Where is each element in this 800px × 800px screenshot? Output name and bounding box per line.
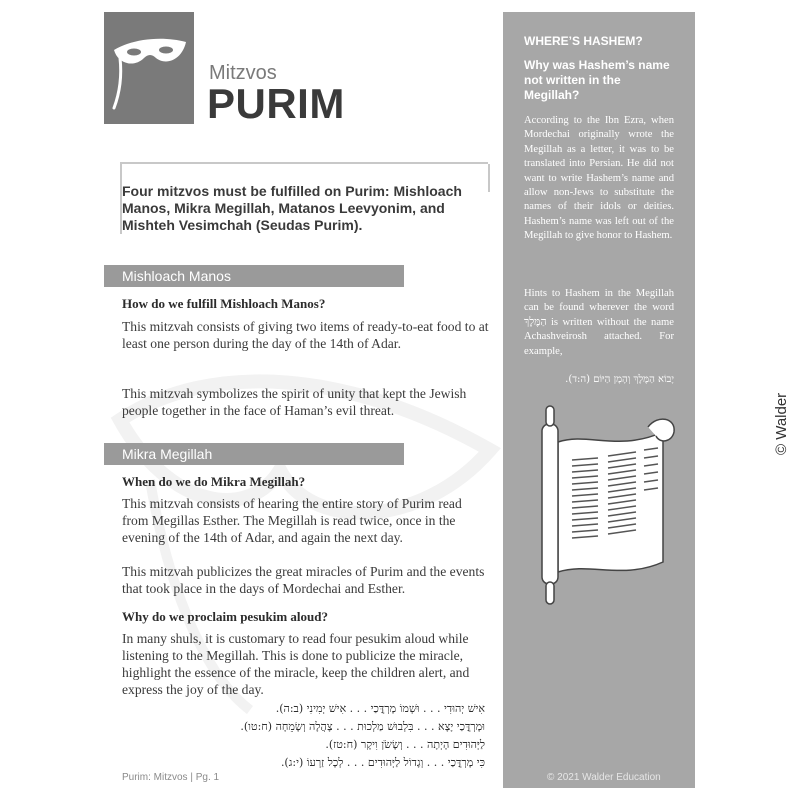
hebrew-line: אִישׁ יְהוּדִי . . . וּשְׁמוֹ מָרְדֳּכַי . . . אִישׁ יְמִינִי (ב:ה).: [275, 702, 485, 715]
sidebar: [503, 12, 695, 788]
page-subtitle: Mitzvos: [209, 62, 277, 84]
paragraph-mikra-2: This mitzvah publicizes the great miracles of Purim and the events that took place in the days of Mordechai and Esther.: [122, 564, 485, 596]
intro-text: Four mitzvos must be fulfilled on Purim: Mishloach Manos, Mikra Megillah, Matanos Leevyonim, and Mishteh Vesimchah (Seudas Purim).: [122, 183, 462, 233]
page-title: PURIM: [207, 80, 345, 127]
logo-box: [104, 12, 194, 124]
sidebar-footer: © 2021 Walder Education: [547, 772, 661, 783]
paragraph-mishloach-1: This mitzvah consists of giving two items of ready-to-eat food to at least one person during the day of the 14th of Adar.: [122, 319, 489, 351]
copyright-mark: © Walder: [773, 392, 790, 455]
question-mishloach: How do we fulfill Mishloach Manos?: [122, 296, 326, 311]
section-header-mishloach-manos: Mishloach Manos: [104, 265, 404, 287]
page-footer: Purim: Mitzvos | Pg. 1: [122, 772, 220, 783]
sidebar-paragraph-1: According to the Ibn Ezra, when Mordechai originally wrote the Megillah as a letter, it was to be translated into Persian. He did not want to write Hashem’s name and allow non-Jews to substitute the names of their idols or deities. Hashem’s name was left out of the Megillah to give honor to Hashem.: [524, 115, 674, 242]
hebrew-line: כִּי מָרְדֳּכַי . . . וְגָדוֹל לַיְּהוּדִים . . . לְכָל זַרְעוֹ (י:ג).: [280, 756, 485, 769]
hebrew-line: לַיְּהוּדִים הָיְתָה . . . וְשָׂשֹׂן וִיקָר (ח:טז).: [325, 738, 485, 751]
megillah-scroll-icon: [528, 402, 678, 607]
question-pesukim: Why do we proclaim pesukim aloud?: [122, 609, 328, 624]
paragraph-mikra-1: This mitzvah consists of hearing the entire story of Purim read from Megillas Esther. The Megillah is read twice, once in the evening of the 14th of Adar, and again the next day.: [122, 496, 462, 545]
paragraph-mikra-3: In many shuls, it is customary to read four pesukim aloud while listening to the Megillah. This is done to publicize the miracle, highlight the essence of the miracle, keep the children alert, and express the joy of the day.: [122, 631, 470, 697]
question-mikra: When do we do Mikra Megillah?: [122, 474, 306, 489]
sidebar-question: Why was Hashem’s name not written in the Megillah?: [524, 58, 670, 102]
sidebar-heading: WHERE’S HASHEM?: [524, 34, 643, 48]
paragraph-mishloach-2: This mitzvah symbolizes the spirit of unity that kept the Jewish people together in the face of Haman’s evil threat.: [122, 386, 467, 418]
hebrew-pesukim: [220, 700, 485, 772]
sidebar-paragraph-2: Hints to Hashem in the Megillah can be found wherever the word הַמֶּלֶךְ is written without the name Achashveirosh attached. For example,: [524, 288, 674, 357]
mask-icon: [104, 12, 194, 124]
sidebar-hebrew-example: יָבוֹא הַמֶּלֶךְ וְהָמָן הַיּוֹם (ה:ד).: [565, 374, 674, 385]
section-header-mikra-megillah: Mikra Megillah: [104, 443, 404, 465]
hebrew-line: וּמָרְדֳּכַי יָצָא . . . בִּלְבוּשׁ מַלְכוּת . . . צָהֲלָה וְשָׂמֵחָה (ח:טו).: [240, 720, 485, 733]
